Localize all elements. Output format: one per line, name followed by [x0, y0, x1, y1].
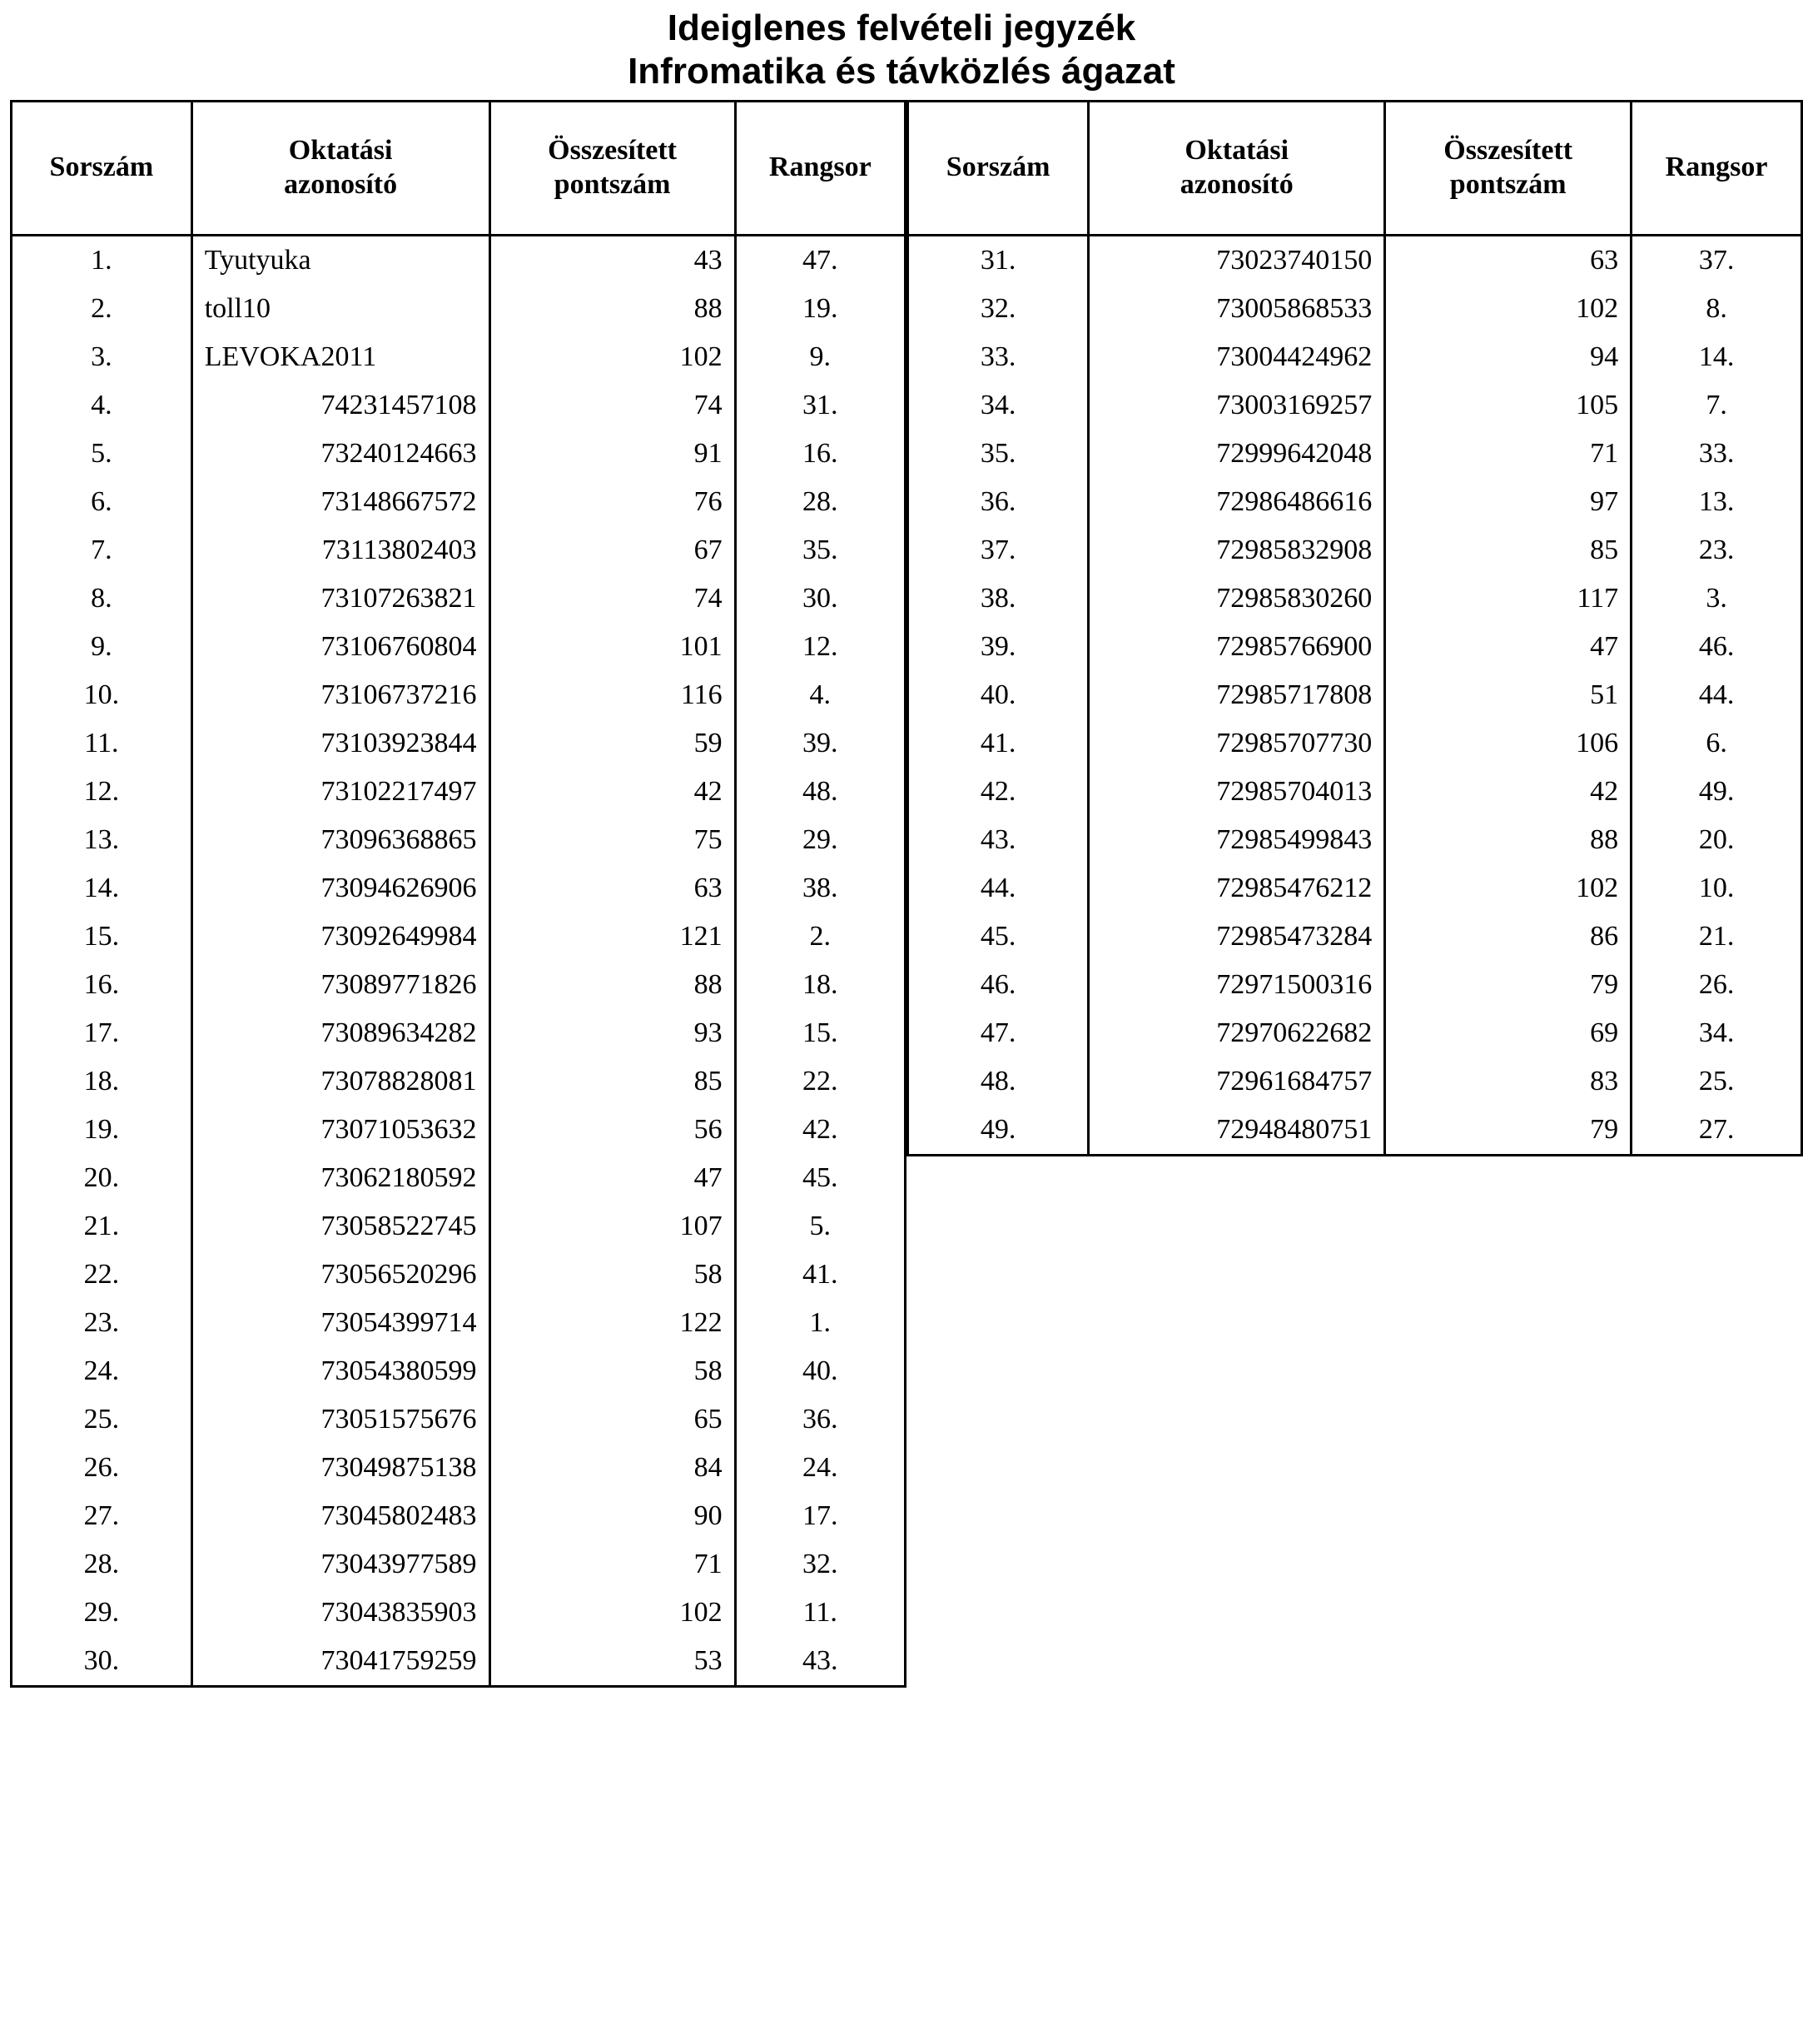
cell-rangsor: 7. [1632, 381, 1802, 430]
cell-oktatasi-azonosito: 72971500316 [1089, 961, 1385, 1009]
cell-rangsor: 36. [735, 1395, 905, 1444]
cell-sorszam: 33. [908, 333, 1089, 381]
table-row [908, 1009, 1802, 1057]
table-row [12, 1106, 906, 1154]
cell-oktatasi-azonosito: LEVOKA2011 [191, 333, 489, 381]
table-row [908, 381, 1802, 430]
cell-oktatasi-azonosito: Tyutyuka [191, 235, 489, 285]
document-title-block [0, 0, 1803, 93]
cell-rangsor: 46. [1632, 623, 1802, 671]
cell-rangsor: 44. [1632, 671, 1802, 719]
column-header-osszesitett-pontszam [489, 101, 735, 235]
cell-osszesitett-pontszam: 59 [489, 719, 735, 768]
column-header-line2: pontszám [554, 168, 671, 200]
cell-osszesitett-pontszam: 107 [489, 1202, 735, 1251]
table-row [12, 1637, 906, 1687]
cell-rangsor: 6. [1632, 719, 1802, 768]
cell-osszesitett-pontszam: 74 [489, 574, 735, 623]
cell-oktatasi-azonosito: 73089771826 [191, 961, 489, 1009]
cell-sorszam: 23. [12, 1299, 192, 1347]
cell-sorszam: 19. [12, 1106, 192, 1154]
column-header-oktatasi-azonosito [1089, 101, 1385, 235]
table-row [908, 816, 1802, 864]
cell-rangsor: 20. [1632, 816, 1802, 864]
cell-rangsor: 37. [1632, 235, 1802, 285]
table-row [908, 768, 1802, 816]
cell-osszesitett-pontszam: 97 [1385, 478, 1632, 526]
cell-oktatasi-azonosito: 73096368865 [191, 816, 489, 864]
cell-osszesitett-pontszam: 116 [489, 671, 735, 719]
cell-sorszam: 42. [908, 768, 1089, 816]
cell-rangsor: 19. [735, 285, 905, 333]
cell-sorszam: 31. [908, 235, 1089, 285]
cell-rangsor: 31. [735, 381, 905, 430]
cell-oktatasi-azonosito: 72985704013 [1089, 768, 1385, 816]
cell-osszesitett-pontszam: 91 [489, 430, 735, 478]
cell-osszesitett-pontszam: 43 [489, 235, 735, 285]
cell-rangsor: 47. [735, 235, 905, 285]
table-row [908, 864, 1802, 913]
column-header-line1: Oktatási [288, 135, 393, 167]
cell-osszesitett-pontszam: 122 [489, 1299, 735, 1347]
cell-osszesitett-pontszam: 74 [489, 381, 735, 430]
cell-rangsor: 1. [735, 1299, 905, 1347]
cell-rangsor: 15. [735, 1009, 905, 1057]
cell-oktatasi-azonosito: 72948480751 [1089, 1106, 1385, 1156]
cell-rangsor: 29. [735, 816, 905, 864]
cell-sorszam: 28. [12, 1540, 192, 1589]
cell-sorszam: 9. [12, 623, 192, 671]
cell-osszesitett-pontszam: 58 [489, 1251, 735, 1299]
cell-osszesitett-pontszam: 102 [489, 1589, 735, 1637]
cell-sorszam: 40. [908, 671, 1089, 719]
cell-oktatasi-azonosito: 72986486616 [1089, 478, 1385, 526]
cell-osszesitett-pontszam: 101 [489, 623, 735, 671]
table-row [908, 671, 1802, 719]
cell-sorszam: 35. [908, 430, 1089, 478]
cell-oktatasi-azonosito: 72961684757 [1089, 1057, 1385, 1106]
cell-oktatasi-azonosito: toll10 [191, 285, 489, 333]
cell-oktatasi-azonosito: 73071053632 [191, 1106, 489, 1154]
column-header-line2: azonosító [1180, 168, 1294, 200]
cell-rangsor: 42. [735, 1106, 905, 1154]
table-row [12, 1444, 906, 1492]
cell-sorszam: 1. [12, 235, 192, 285]
cell-osszesitett-pontszam: 93 [489, 1009, 735, 1057]
cell-sorszam: 18. [12, 1057, 192, 1106]
cell-oktatasi-azonosito: 73092649984 [191, 913, 489, 961]
cell-sorszam: 27. [12, 1492, 192, 1540]
cell-oktatasi-azonosito: 73107263821 [191, 574, 489, 623]
cell-sorszam: 10. [12, 671, 192, 719]
table-row [908, 333, 1802, 381]
cell-osszesitett-pontszam: 102 [1385, 285, 1632, 333]
cell-oktatasi-azonosito: 73043835903 [191, 1589, 489, 1637]
cell-osszesitett-pontszam: 94 [1385, 333, 1632, 381]
table-row [12, 671, 906, 719]
table-row [12, 574, 906, 623]
cell-oktatasi-azonosito: 72985717808 [1089, 671, 1385, 719]
cell-oktatasi-azonosito: 73054380599 [191, 1347, 489, 1395]
table-row [12, 1492, 906, 1540]
cell-oktatasi-azonosito: 73106760804 [191, 623, 489, 671]
cell-oktatasi-azonosito: 73078828081 [191, 1057, 489, 1106]
table-row [12, 430, 906, 478]
cell-oktatasi-azonosito: 73094626906 [191, 864, 489, 913]
cell-rangsor: 41. [735, 1251, 905, 1299]
cell-oktatasi-azonosito: 73106737216 [191, 671, 489, 719]
cell-oktatasi-azonosito: 72970622682 [1089, 1009, 1385, 1057]
cell-sorszam: 16. [12, 961, 192, 1009]
table-row [12, 381, 906, 430]
cell-sorszam: 25. [12, 1395, 192, 1444]
cell-osszesitett-pontszam: 53 [489, 1637, 735, 1687]
cell-sorszam: 46. [908, 961, 1089, 1009]
cell-rangsor: 25. [1632, 1057, 1802, 1106]
cell-osszesitett-pontszam: 42 [1385, 768, 1632, 816]
cell-osszesitett-pontszam: 67 [489, 526, 735, 574]
cell-rangsor: 2. [735, 913, 905, 961]
table-row [12, 1009, 906, 1057]
column-header-line2: azonosító [284, 168, 398, 200]
cell-rangsor: 39. [735, 719, 905, 768]
cell-osszesitett-pontszam: 88 [489, 961, 735, 1009]
cell-osszesitett-pontszam: 117 [1385, 574, 1632, 623]
page-subtitle: Infromatika és távközlés ágazat [628, 50, 1175, 92]
cell-sorszam: 11. [12, 719, 192, 768]
table-row [12, 1299, 906, 1347]
cell-sorszam: 3. [12, 333, 192, 381]
cell-sorszam: 34. [908, 381, 1089, 430]
table-row [12, 1347, 906, 1395]
table-row [12, 961, 906, 1009]
cell-sorszam: 20. [12, 1154, 192, 1202]
cell-osszesitett-pontszam: 63 [1385, 235, 1632, 285]
table-row [12, 768, 906, 816]
cell-sorszam: 49. [908, 1106, 1089, 1156]
cell-oktatasi-azonosito: 73043977589 [191, 1540, 489, 1589]
cell-oktatasi-azonosito: 73054399714 [191, 1299, 489, 1347]
table-row [12, 478, 906, 526]
cell-osszesitett-pontszam: 76 [489, 478, 735, 526]
column-header-rangsor: Rangsor [735, 101, 905, 235]
table-row [908, 623, 1802, 671]
cell-rangsor: 26. [1632, 961, 1802, 1009]
cell-sorszam: 47. [908, 1009, 1089, 1057]
cell-oktatasi-azonosito: 73041759259 [191, 1637, 489, 1687]
cell-sorszam: 45. [908, 913, 1089, 961]
cell-osszesitett-pontszam: 88 [1385, 816, 1632, 864]
table-row [12, 1589, 906, 1637]
column-header-line2: pontszám [1449, 168, 1567, 200]
cell-sorszam: 44. [908, 864, 1089, 913]
cell-osszesitett-pontszam: 71 [489, 1540, 735, 1589]
cell-osszesitett-pontszam: 58 [489, 1347, 735, 1395]
table-row [12, 1540, 906, 1589]
cell-sorszam: 37. [908, 526, 1089, 574]
cell-osszesitett-pontszam: 90 [489, 1492, 735, 1540]
cell-osszesitett-pontszam: 102 [1385, 864, 1632, 913]
table-row [12, 285, 906, 333]
cell-rangsor: 12. [735, 623, 905, 671]
cell-osszesitett-pontszam: 102 [489, 333, 735, 381]
table-row [908, 235, 1802, 285]
cell-osszesitett-pontszam: 47 [1385, 623, 1632, 671]
cell-rangsor: 11. [735, 1589, 905, 1637]
cell-sorszam: 29. [12, 1589, 192, 1637]
page-title: Ideiglenes felvételi jegyzék [667, 7, 1136, 48]
cell-rangsor: 22. [735, 1057, 905, 1106]
cell-sorszam: 17. [12, 1009, 192, 1057]
tables-container [10, 100, 1803, 1688]
cell-sorszam: 2. [12, 285, 192, 333]
cell-rangsor: 16. [735, 430, 905, 478]
column-header-rangsor: Rangsor [1632, 101, 1802, 235]
cell-osszesitett-pontszam: 47 [489, 1154, 735, 1202]
cell-rangsor: 14. [1632, 333, 1802, 381]
cell-sorszam: 4. [12, 381, 192, 430]
cell-oktatasi-azonosito: 73005868533 [1089, 285, 1385, 333]
cell-sorszam: 21. [12, 1202, 192, 1251]
column-header-sorszam: Sorszám [908, 101, 1089, 235]
cell-oktatasi-azonosito: 73045802483 [191, 1492, 489, 1540]
cell-rangsor: 33. [1632, 430, 1802, 478]
cell-sorszam: 13. [12, 816, 192, 864]
cell-osszesitett-pontszam: 88 [489, 285, 735, 333]
cell-osszesitett-pontszam: 79 [1385, 1106, 1632, 1156]
cell-rangsor: 48. [735, 768, 905, 816]
cell-sorszam: 7. [12, 526, 192, 574]
cell-osszesitett-pontszam: 56 [489, 1106, 735, 1154]
table-row [908, 1106, 1802, 1156]
table-body-left [12, 235, 906, 1686]
table-row [908, 961, 1802, 1009]
cell-sorszam: 5. [12, 430, 192, 478]
cell-oktatasi-azonosito: 73089634282 [191, 1009, 489, 1057]
table-row [908, 478, 1802, 526]
table-row [908, 430, 1802, 478]
cell-sorszam: 22. [12, 1251, 192, 1299]
cell-oktatasi-azonosito: 73148667572 [191, 478, 489, 526]
cell-osszesitett-pontszam: 51 [1385, 671, 1632, 719]
cell-osszesitett-pontszam: 85 [1385, 526, 1632, 574]
cell-osszesitett-pontszam: 84 [489, 1444, 735, 1492]
cell-osszesitett-pontszam: 42 [489, 768, 735, 816]
cell-rangsor: 43. [735, 1637, 905, 1687]
cell-oktatasi-azonosito: 73113802403 [191, 526, 489, 574]
cell-osszesitett-pontszam: 63 [489, 864, 735, 913]
column-header-line1: Összesített [548, 135, 677, 167]
cell-oktatasi-azonosito: 73103923844 [191, 719, 489, 768]
table-row [12, 1251, 906, 1299]
table-row [908, 913, 1802, 961]
cell-osszesitett-pontszam: 121 [489, 913, 735, 961]
cell-rangsor: 23. [1632, 526, 1802, 574]
cell-oktatasi-azonosito: 73049875138 [191, 1444, 489, 1492]
cell-sorszam: 43. [908, 816, 1089, 864]
cell-rangsor: 30. [735, 574, 905, 623]
cell-sorszam: 41. [908, 719, 1089, 768]
cell-oktatasi-azonosito: 73003169257 [1089, 381, 1385, 430]
admission-table-right [906, 100, 1803, 1156]
cell-sorszam: 12. [12, 768, 192, 816]
cell-sorszam: 26. [12, 1444, 192, 1492]
column-header-line1: Összesített [1443, 135, 1573, 167]
column-header-sorszam: Sorszám [12, 101, 192, 235]
cell-oktatasi-azonosito: 72985832908 [1089, 526, 1385, 574]
table-row [908, 526, 1802, 574]
cell-sorszam: 15. [12, 913, 192, 961]
table-row [12, 864, 906, 913]
cell-rangsor: 5. [735, 1202, 905, 1251]
cell-rangsor: 40. [735, 1347, 905, 1395]
cell-osszesitett-pontszam: 83 [1385, 1057, 1632, 1106]
cell-oktatasi-azonosito: 73062180592 [191, 1154, 489, 1202]
table-row [12, 623, 906, 671]
cell-oktatasi-azonosito: 72985766900 [1089, 623, 1385, 671]
cell-osszesitett-pontszam: 71 [1385, 430, 1632, 478]
table-row [12, 719, 906, 768]
cell-osszesitett-pontszam: 75 [489, 816, 735, 864]
cell-sorszam: 39. [908, 623, 1089, 671]
table-row [12, 1057, 906, 1106]
cell-rangsor: 28. [735, 478, 905, 526]
table-row [12, 816, 906, 864]
cell-oktatasi-azonosito: 73051575676 [191, 1395, 489, 1444]
cell-sorszam: 8. [12, 574, 192, 623]
cell-oktatasi-azonosito: 73023740150 [1089, 235, 1385, 285]
table-body-right [908, 235, 1802, 1155]
table-row [12, 235, 906, 285]
cell-sorszam: 6. [12, 478, 192, 526]
cell-sorszam: 14. [12, 864, 192, 913]
cell-rangsor: 18. [735, 961, 905, 1009]
cell-rangsor: 45. [735, 1154, 905, 1202]
cell-rangsor: 13. [1632, 478, 1802, 526]
column-header-osszesitett-pontszam [1385, 101, 1632, 235]
table-row [908, 719, 1802, 768]
cell-rangsor: 35. [735, 526, 905, 574]
cell-sorszam: 48. [908, 1057, 1089, 1106]
cell-oktatasi-azonosito: 74231457108 [191, 381, 489, 430]
cell-rangsor: 27. [1632, 1106, 1802, 1156]
cell-rangsor: 21. [1632, 913, 1802, 961]
column-header-line1: Oktatási [1185, 135, 1289, 167]
cell-oktatasi-azonosito: 73240124663 [191, 430, 489, 478]
table-row [908, 1057, 1802, 1106]
cell-osszesitett-pontszam: 79 [1385, 961, 1632, 1009]
cell-oktatasi-azonosito: 72985830260 [1089, 574, 1385, 623]
table-header-right [908, 101, 1802, 235]
cell-osszesitett-pontszam: 69 [1385, 1009, 1632, 1057]
cell-osszesitett-pontszam: 85 [489, 1057, 735, 1106]
cell-oktatasi-azonosito: 73056520296 [191, 1251, 489, 1299]
cell-sorszam: 36. [908, 478, 1089, 526]
cell-rangsor: 49. [1632, 768, 1802, 816]
cell-rangsor: 34. [1632, 1009, 1802, 1057]
cell-rangsor: 3. [1632, 574, 1802, 623]
column-header-oktatasi-azonosito [191, 101, 489, 235]
cell-osszesitett-pontszam: 86 [1385, 913, 1632, 961]
cell-sorszam: 32. [908, 285, 1089, 333]
table-row [908, 285, 1802, 333]
cell-rangsor: 38. [735, 864, 905, 913]
table-row [12, 333, 906, 381]
table-row [12, 1395, 906, 1444]
cell-osszesitett-pontszam: 106 [1385, 719, 1632, 768]
cell-oktatasi-azonosito: 73102217497 [191, 768, 489, 816]
cell-oktatasi-azonosito: 73004424962 [1089, 333, 1385, 381]
header-row [908, 101, 1802, 235]
table-row [12, 1154, 906, 1202]
cell-sorszam: 24. [12, 1347, 192, 1395]
table-row [908, 574, 1802, 623]
table-header-left [12, 101, 906, 235]
table-row [12, 526, 906, 574]
admission-table-left [10, 100, 906, 1688]
cell-oktatasi-azonosito: 72985473284 [1089, 913, 1385, 961]
cell-osszesitett-pontszam: 105 [1385, 381, 1632, 430]
cell-rangsor: 10. [1632, 864, 1802, 913]
cell-oktatasi-azonosito: 72999642048 [1089, 430, 1385, 478]
header-row [12, 101, 906, 235]
table-row [12, 1202, 906, 1251]
cell-rangsor: 4. [735, 671, 905, 719]
cell-oktatasi-azonosito: 72985499843 [1089, 816, 1385, 864]
cell-sorszam: 38. [908, 574, 1089, 623]
table-row [12, 913, 906, 961]
cell-rangsor: 24. [735, 1444, 905, 1492]
cell-sorszam: 30. [12, 1637, 192, 1687]
cell-oktatasi-azonosito: 72985707730 [1089, 719, 1385, 768]
cell-oktatasi-azonosito: 73058522745 [191, 1202, 489, 1251]
cell-oktatasi-azonosito: 72985476212 [1089, 864, 1385, 913]
cell-rangsor: 17. [735, 1492, 905, 1540]
cell-rangsor: 32. [735, 1540, 905, 1589]
cell-osszesitett-pontszam: 65 [489, 1395, 735, 1444]
cell-rangsor: 8. [1632, 285, 1802, 333]
cell-rangsor: 9. [735, 333, 905, 381]
